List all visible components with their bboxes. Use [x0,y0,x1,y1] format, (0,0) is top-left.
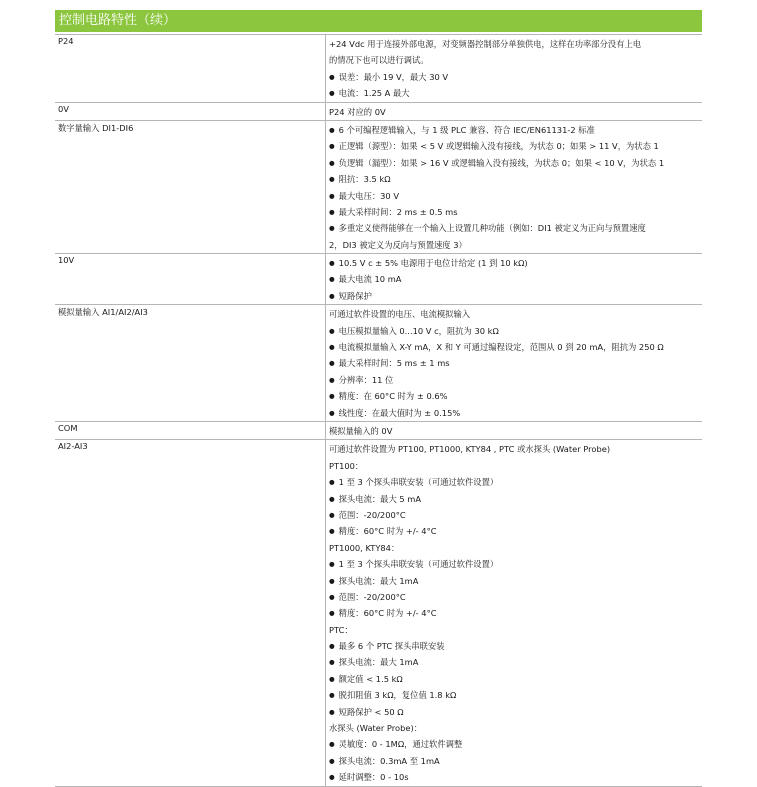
bullet-item: ● 短路保护 [329,288,699,304]
terminal-name: 0V [55,102,326,120]
table-row [55,305,702,422]
section-header [55,10,702,32]
bullet-item: ● 电流：1.25 A 最大 [329,85,699,101]
bullet-item: ● 误差：最小 19 V，最大 30 V [329,69,699,85]
terminal-name: COM [55,421,326,439]
bullet-item: ● 1 至 3 个探头串联安装（可通过软件设置） [329,556,699,572]
bullet-item: ● 正逻辑（源型）：如果 < 5 V 或逻辑输入没有接线，为状态 0；如果 > 11 V，为状态 1 [329,138,699,154]
description-line: 模拟量输入的 0V [329,425,393,436]
description-line: 2，DI3 被定义为反向与预置速度 3） [329,239,467,250]
spec-table [55,34,702,787]
bullet-item: ● 范围：-20/200°C [329,589,699,605]
description-line: PT1000, KTY84： [329,542,400,553]
description-line: 可通过软件设置的电压、电流模拟输入 [329,309,471,320]
bullet-item: ● 探头电流：最大 1mA [329,654,699,670]
bullet-item: ● 多重定义使得能够在一个输入上设置几种功能（例如：DI1 被定义为正向与预置速度 [329,220,699,236]
bullet-item: ● 电压模拟量输入 0...10 V c，阻抗为 30 kΩ [329,323,699,339]
terminal-name: 数字量输入 DI1-DI6 [55,120,326,253]
description-line: PT100： [329,460,364,471]
bullet-item: ● 灵敏度：0 - 1MΩ，通过软件调整 [329,736,699,752]
bullet-item: ● 6 个可编程逻辑输入，与 1 级 PLC 兼容、符合 IEC/EN61131-2 标准 [329,122,699,138]
description-line: 可通过软件设置为 PT100, PT1000, KTY84 , PTC 或水探头 (Water Probe) [329,444,611,455]
bullet-item: ● 探头电流：0.3mA 至 1mA [329,753,699,769]
section-title: 控制电路特性（续） [59,13,177,28]
terminal-description [326,440,703,786]
bullet-item: ● 最大电压：30 V [329,188,699,204]
terminal-name: 模拟量输入 AI1/AI2/AI3 [55,305,326,422]
bullet-item: ● 精度：在 60°C 时为 ± 0.6% [329,388,699,404]
table-row [55,440,702,786]
bullet-item: ● 10.5 V c ± 5% 电源用于电位计给定 (1 到 10 kΩ) [329,255,699,271]
bullet-item: ● 短路保护 < 50 Ω [329,704,699,720]
bullet-item: ● 精度：60°C 时为 +/- 4°C [329,605,699,621]
description-line: 水探头 (Water Probe)： [329,723,422,734]
bullet-item: ● 电流模拟量输入 X-Y mA，X 和 Y 可通过编程设定，范围从 0 到 20 mA，阻抗为 250 Ω [329,339,699,355]
terminal-name: 10V [55,254,326,305]
bullet-item: ● 阻抗：3.5 kΩ [329,171,699,187]
terminal-description [326,421,703,439]
bullet-item: ● 最大采样时间：5 ms ± 1 ms [329,355,699,371]
bullet-item: ● 探头电流：最大 1mA [329,573,699,589]
bullet-item: ● 负逻辑（漏型）：如果 > 16 V 或逻辑输入没有接线，为状态 0；如果 < 10 V，为状态 1 [329,155,699,171]
table-row [55,102,702,120]
bullet-item: ● 延时调整：0 - 10s [329,769,699,785]
table-row [55,120,702,253]
terminal-description [326,35,703,103]
description-line: PTC： [329,624,353,635]
description-line: P24 对应的 0V [329,106,386,117]
terminal-description [326,254,703,305]
bullet-item: ● 范围：-20/200°C [329,507,699,523]
bullet-item: ● 脱扣阻值 3 kΩ，复位值 1.8 kΩ [329,687,699,703]
description-line: 的情况下也可以进行调试。 [329,55,429,66]
bullet-item: ● 最大电流 10 mA [329,271,699,287]
terminal-name: P24 [55,35,326,103]
table-row [55,254,702,305]
bullet-item: ● 探头电流：最大 5 mA [329,491,699,507]
bullet-item: ● 线性度：在最大值时为 ± 0.15% [329,405,699,421]
bullet-item: ● 精度：60°C 时为 +/- 4°C [329,523,699,539]
terminal-name: AI2-AI3 [55,440,326,786]
bullet-item: ● 分辨率：11 位 [329,372,699,388]
bullet-item: ● 1 至 3 个探头串联安装（可通过软件设置） [329,474,699,490]
bullet-item: ● 最多 6 个 PTC 探头串联安装 [329,638,699,654]
spec-table-body [55,35,702,787]
table-row [55,35,702,103]
description-line: +24 Vdc 用于连接外部电源，对变频器控制部分单独供电，这样在功率部分没有上电 [329,39,642,49]
terminal-description [326,305,703,422]
table-row [55,421,702,439]
bullet-item: ● 额定值 < 1.5 kΩ [329,671,699,687]
terminal-description [326,102,703,120]
bullet-item: ● 最大采样时间：2 ms ± 0.5 ms [329,204,699,220]
terminal-description [326,120,703,253]
